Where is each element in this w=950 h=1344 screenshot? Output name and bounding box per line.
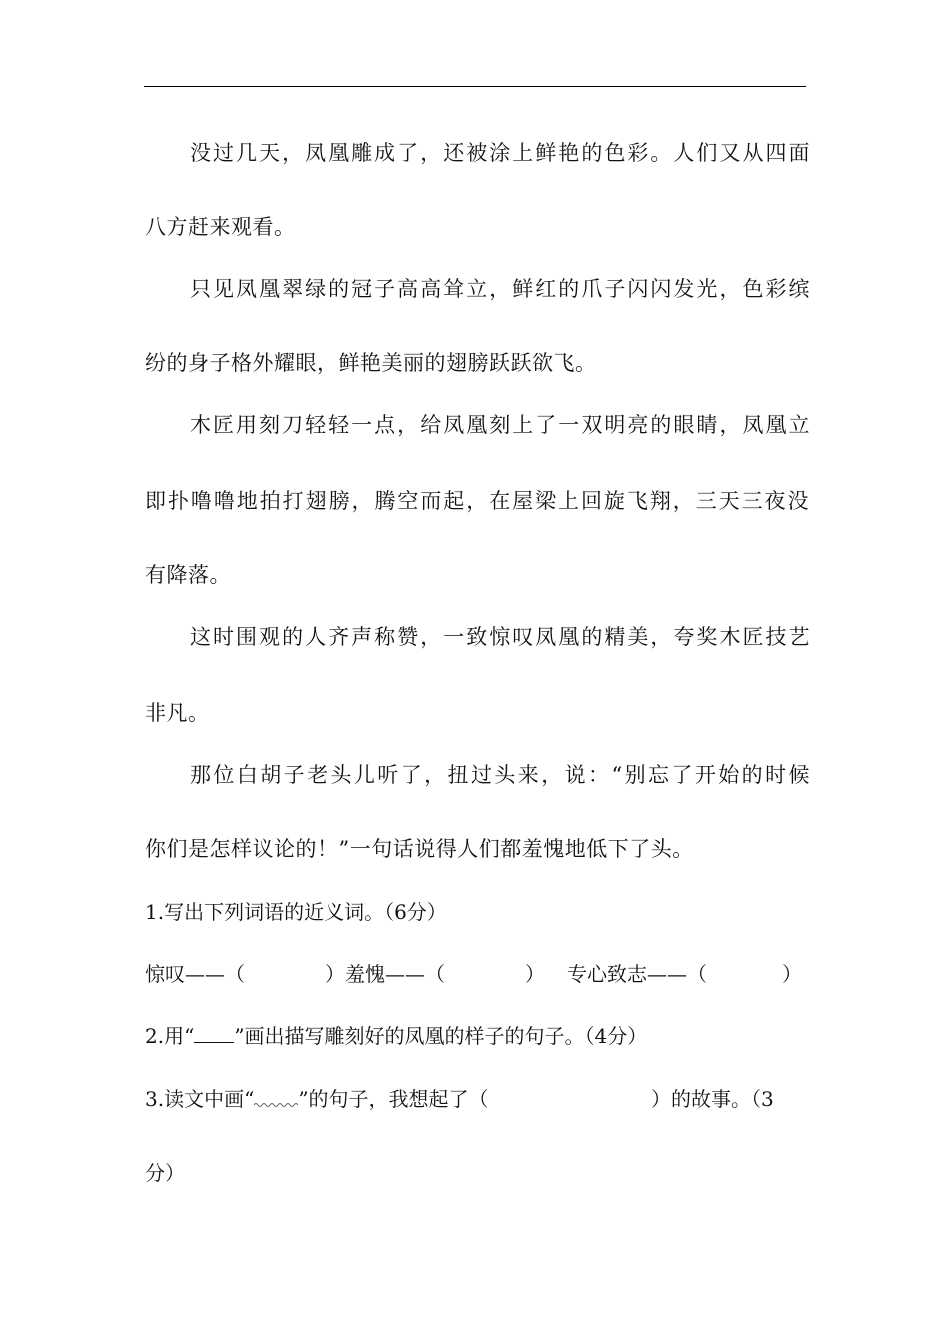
question-2 [145, 1021, 647, 1051]
synonym-2-close: ） [525, 962, 545, 986]
passage-line: 只见凤凰翠绿的冠子高高耸立，鲜红的爪子闪闪发光，色彩缤 [190, 277, 810, 301]
synonym-3-label: 专心致志——（ [567, 962, 707, 986]
question-3 [145, 1084, 809, 1114]
question-3-suffix: ）的故事。（3 [651, 1087, 774, 1111]
question-1-title: 1.写出下列词语的近义词。（6分） [145, 900, 447, 924]
passage-line: 纷的身子格外耀眼，鲜艳美丽的翅膀跃跃欲飞。 [145, 351, 597, 375]
question-1-answers [145, 959, 805, 989]
question-3-prefix: 3.读文中画“ ”的句子，我想起了（ [145, 1087, 489, 1111]
passage-line: 即扑噜噜地拍打翅膀，腾空而起，在屋梁上回旋飞翔，三天三夜没 [145, 489, 809, 513]
question-2-suffix: ”画出描写雕刻好的凤凰的样子的句子。（4分） [234, 1024, 648, 1048]
passage-line: 非凡。 [145, 701, 210, 725]
passage-line: 有降落。 [145, 563, 231, 587]
passage-line: 你们是怎样议论的！”一句话说得人们都羞愧地低下了头。 [145, 837, 694, 861]
wavy-underline-sample [254, 1086, 298, 1106]
question-3-line2: 分） [145, 1161, 185, 1185]
passage-line: 木匠用刻刀轻轻一点，给凤凰刻上了一双明亮的眼睛，凤凰立 [190, 413, 810, 437]
question-2-prefix: 2.用“ [145, 1024, 195, 1048]
synonym-2-label: ）羞愧——（ [325, 962, 445, 986]
synonym-1-label: 惊叹——（ [145, 962, 245, 986]
straight-underline-sample [194, 1022, 234, 1043]
passage-line: 八方赶来观看。 [145, 215, 296, 239]
synonym-3-close: ） [782, 962, 802, 986]
header-rule [144, 86, 806, 87]
passage-line: 那位白胡子老头儿听了，扭过头来，说：“别忘了开始的时候 [190, 763, 810, 787]
passage-line: 这时围观的人齐声称赞，一致惊叹凤凰的精美，夸奖木匠技艺 [190, 625, 810, 649]
passage-line: 没过几天，凤凰雕成了，还被涂上鲜艳的色彩。人们又从四面 [190, 141, 810, 165]
